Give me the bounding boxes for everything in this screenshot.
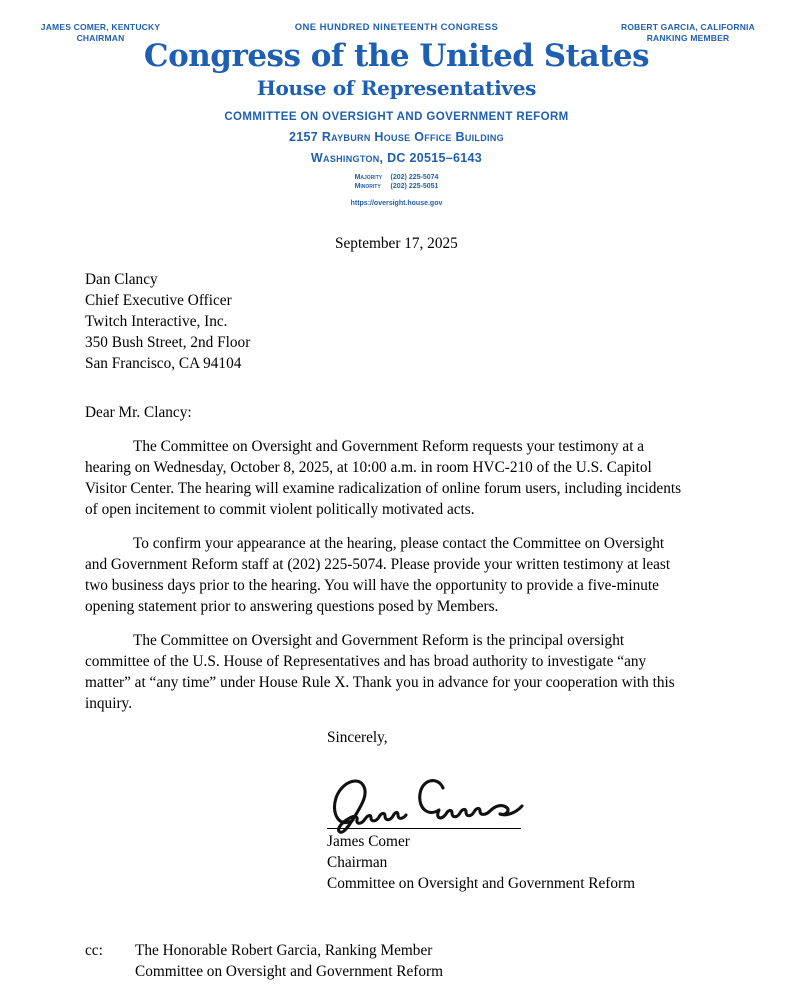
city-address: Washington, DC 20515–6143 (310, 151, 483, 165)
paragraph-2 (85, 533, 710, 617)
paragraph-line: of open incitement to commit violent politically motivated acts. (85, 501, 475, 518)
paragraph-line: Visitor Center. The hearing will examine radicalization of online forum users, including incidents (85, 480, 682, 497)
letterhead-subtitle: House of Representatives (256, 76, 537, 100)
paragraph-line: committee of the U.S. House of Representatives and has broad authority to investigate “any (85, 653, 647, 670)
majority-phone-row (355, 173, 439, 182)
cc-recipients (135, 940, 443, 982)
signer-block (327, 831, 710, 894)
congress-session: ONE HUNDRED NINETEENTH CONGRESS (294, 22, 499, 33)
paragraph-line: opening statement prior to answering questions posed by Members. (85, 598, 499, 615)
signature-image (329, 775, 529, 837)
office-address: 2157 Rayburn House Office Building (289, 130, 504, 144)
majority-number: (202) 225-5074 (390, 174, 439, 181)
signer-title: Chairman (327, 854, 388, 871)
letter-date: September 17, 2025 (335, 235, 458, 252)
paragraph-line: The Committee on Oversight and Government Reform is the principal oversight (133, 632, 625, 649)
majority-label: Majority (354, 174, 383, 181)
signer-organization: Committee on Oversight and Government Reform (327, 875, 635, 892)
chairman-title: CHAIRMAN (76, 33, 125, 43)
paragraph-line: To confirm your appearance at the hearing, please contact the Committee on Oversight (133, 535, 665, 552)
salutation: Dear Mr. Clancy: (85, 404, 192, 421)
minority-phone-row (355, 182, 439, 191)
ranking-member-block (613, 22, 763, 44)
cc-line: The Honorable Robert Garcia, Ranking Member (135, 942, 433, 959)
committee-website: https://oversight.house.gov (350, 200, 443, 207)
paragraph-line: two business days prior to the hearing. You will have the opportunity to provide a five-minute (85, 577, 659, 594)
closing: Sincerely, (327, 729, 388, 746)
paragraph-line: inquiry. (85, 695, 133, 712)
chairman-block (38, 22, 163, 44)
letter-body (85, 233, 710, 894)
recipient-title: Chief Executive Officer (85, 292, 232, 309)
committee-name: COMMITTEE ON OVERSIGHT AND GOVERNMENT REFORM (224, 111, 569, 123)
paragraph-line: The Committee on Oversight and Government Reform requests your testimony at a (133, 438, 645, 455)
paragraph-line: hearing on Wednesday, October 8, 2025, at 10:00 a.m. in room HVC-210 of the U.S. Capitol (85, 459, 652, 476)
letterhead-title: Congress of the United States (143, 38, 650, 74)
closing-block (327, 727, 710, 894)
signer-name: James Comer (327, 833, 410, 850)
signature-area (327, 766, 521, 829)
paragraph-3 (85, 630, 710, 714)
minority-number: (202) 225-5051 (390, 183, 439, 190)
chairman-name: JAMES COMER, KENTUCKY (40, 22, 161, 32)
paragraph-line: and Government Reform staff at (202) 225-5074. Please provide your written testimony at least (85, 556, 671, 573)
recipient-city: San Francisco, CA 94104 (85, 355, 242, 372)
ranking-member-name: ROBERT GARCIA, CALIFORNIA (621, 22, 755, 32)
recipient-company: Twitch Interactive, Inc. (85, 313, 228, 330)
cc-label: cc: (85, 942, 103, 959)
paragraph-1 (85, 436, 710, 520)
cc-line: Committee on Oversight and Government Reform (135, 963, 443, 980)
phone-block (355, 173, 439, 191)
ranking-member-title: RANKING MEMBER (646, 33, 730, 43)
recipient-name: Dan Clancy (85, 271, 158, 288)
recipient-street: 350 Bush Street, 2nd Floor (85, 334, 251, 351)
minority-label: Minority (354, 183, 381, 190)
paragraph-line: matter” at “any time” under House Rule X. Thank you in advance for your cooperation with this (85, 674, 675, 691)
recipient-address (85, 269, 710, 374)
letterhead (0, 0, 793, 207)
cc-block (85, 940, 793, 982)
